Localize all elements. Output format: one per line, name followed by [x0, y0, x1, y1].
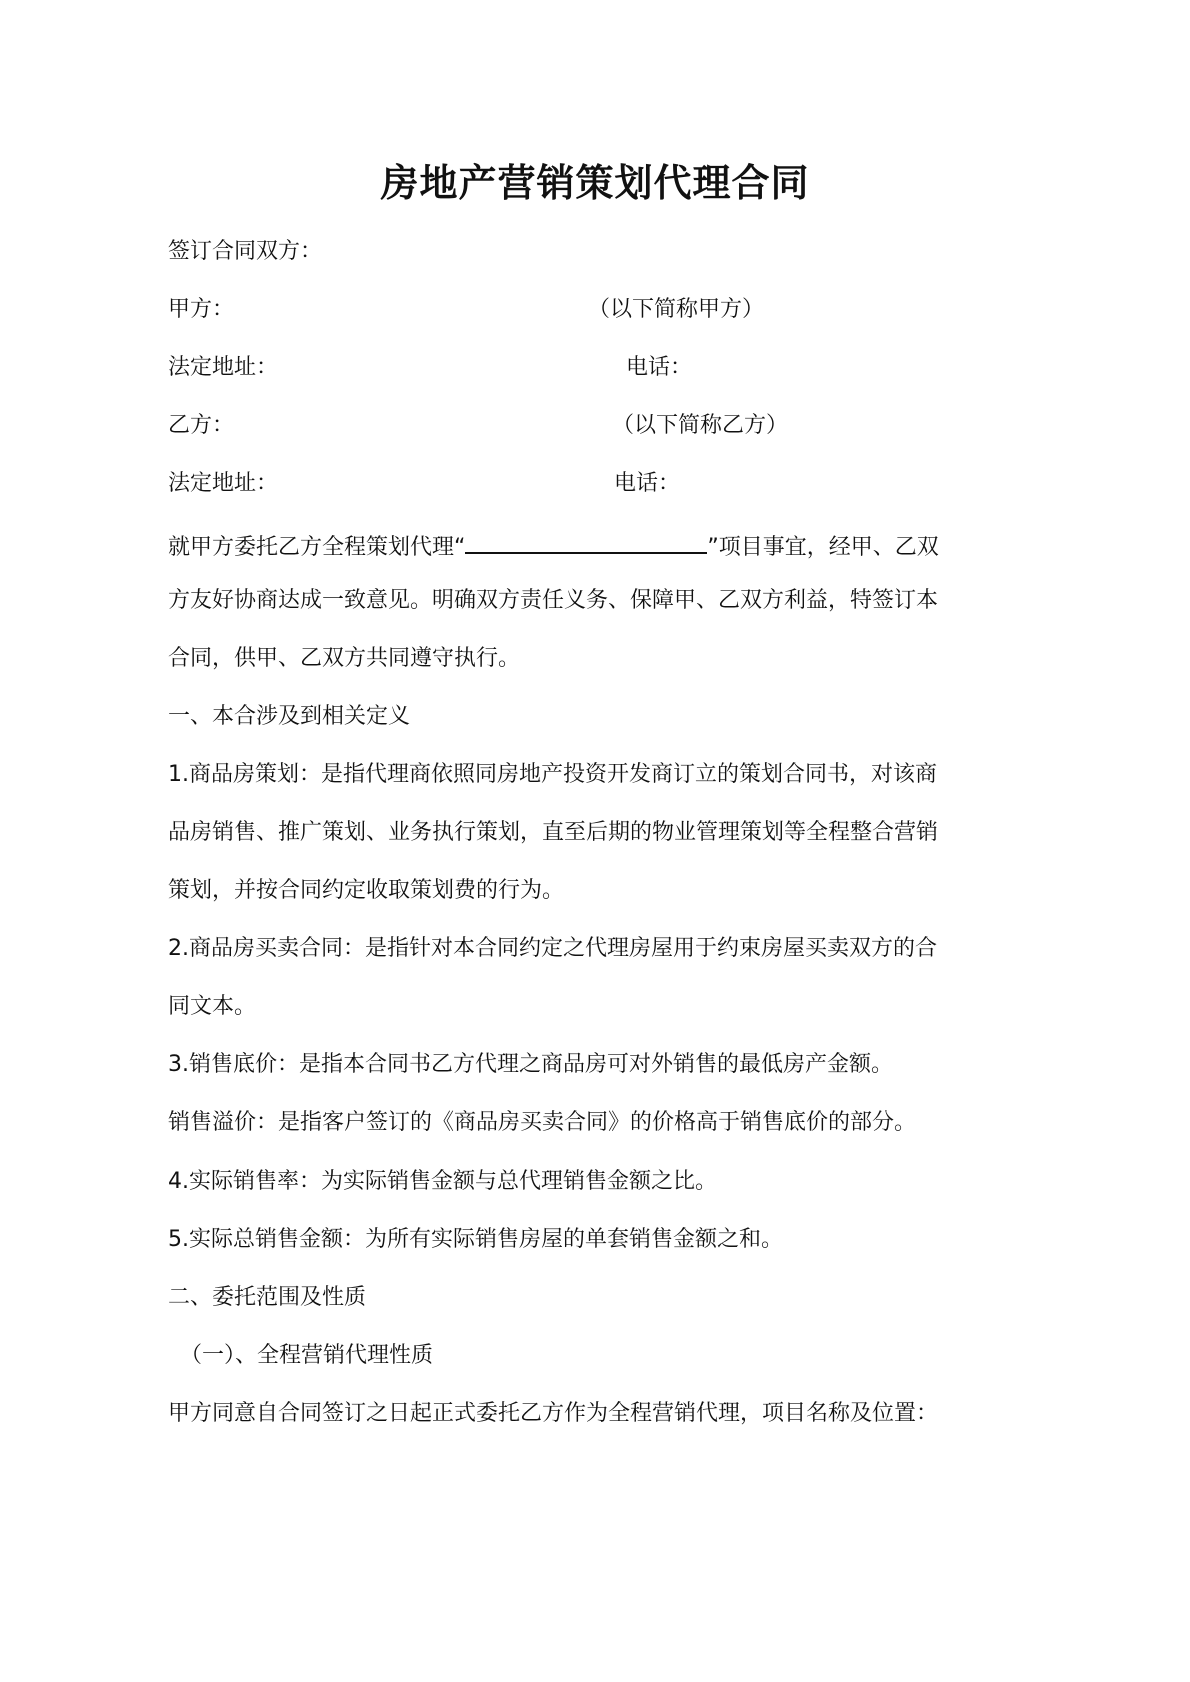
- definition-line: 品房销售、推广策划、业务执行策划，直至后期的物业管理策划等全程整合营销: [168, 820, 939, 845]
- preamble-line-3: 合同，供甲、乙双方共同遵守执行。: [168, 646, 521, 671]
- preamble-text-before: 就甲方委托乙方全程策划代理“: [168, 535, 466, 560]
- parties-intro: 签订合同双方：: [168, 239, 323, 264]
- definition-line: 5.实际总销售金额：为所有实际销售房屋的单套销售金额之和。: [168, 1227, 783, 1252]
- definition-line: 4.实际销售率：为实际销售金额与总代理销售金额之比。: [168, 1169, 717, 1194]
- party-a-label: 甲方：: [168, 297, 235, 322]
- preamble-line-1: [168, 528, 939, 563]
- definition-line: 销售溢价：是指客户签订的《商品房买卖合同》的价格高于销售底价的部分。: [168, 1110, 917, 1135]
- preamble-line-2: 方友好协商达成一致意见。明确双方责任义务、保障甲、乙双方利益，特签订本: [168, 588, 939, 613]
- project-name-blank: [465, 528, 707, 554]
- party-a-phone-label: 电话：: [626, 355, 693, 380]
- section-2-heading: 二、委托范围及性质: [168, 1285, 367, 1310]
- definition-line: 策划，并按合同约定收取策划费的行为。: [168, 878, 565, 903]
- section-1-heading: 一、本合涉及到相关定义: [168, 704, 411, 729]
- section-2-body: 甲方同意自合同签订之日起正式委托乙方作为全程营销代理，项目名称及位置：: [168, 1401, 939, 1426]
- party-b-phone-label: 电话：: [614, 471, 681, 496]
- party-b-alias: （以下简称乙方）: [612, 413, 789, 438]
- party-a-address-label: 法定地址：: [168, 355, 279, 380]
- definition-line: 同文本。: [168, 994, 257, 1019]
- party-a-alias: （以下简称甲方）: [588, 297, 765, 322]
- document-title: 房地产营销策划代理合同: [380, 161, 810, 205]
- section-2-subheading: （一）、全程营销代理性质: [180, 1343, 434, 1368]
- definition-line: 1.商品房策划：是指代理商依照同房地产投资开发商订立的策划合同书，对该商: [168, 762, 937, 787]
- preamble-text-after: ”项目事宜，经甲、乙双: [707, 535, 939, 560]
- party-b-label: 乙方：: [168, 413, 235, 438]
- definition-line: 3.销售底价：是指本合同书乙方代理之商品房可对外销售的最低房产金额。: [168, 1052, 893, 1077]
- party-b-address-label: 法定地址：: [168, 471, 279, 496]
- definition-line: 2.商品房买卖合同：是指针对本合同约定之代理房屋用于约束房屋买卖双方的合: [168, 936, 937, 961]
